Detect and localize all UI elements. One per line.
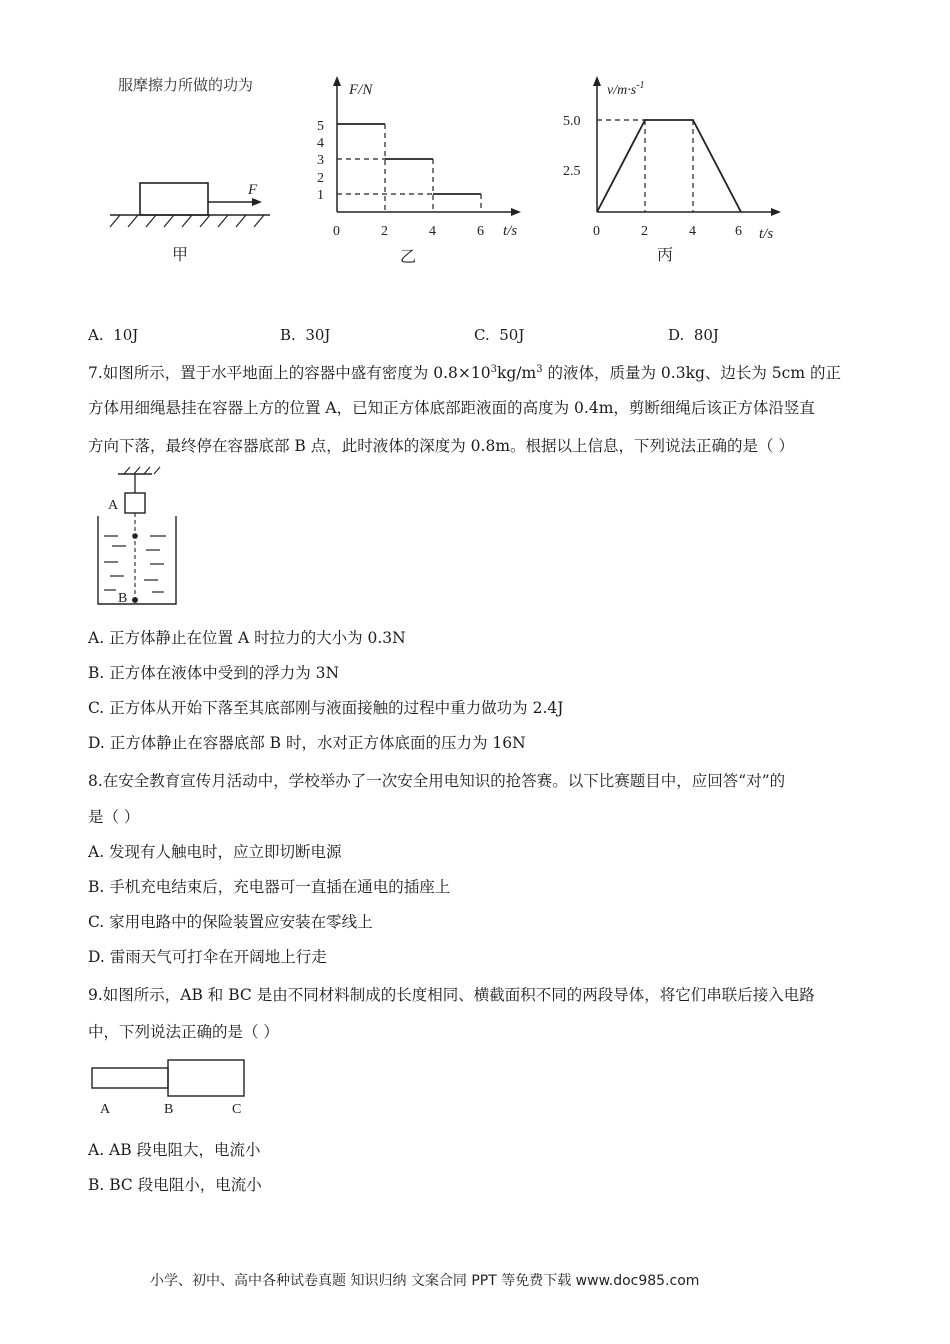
y-tick-4: 4 <box>317 136 324 151</box>
q9-option-b: B. BC 段电阻小，电流小 <box>88 1176 262 1194</box>
block <box>140 183 208 215</box>
q7-option-b: B. 正方体在液体中受到的浮力为 3N <box>88 664 340 682</box>
q8-stem-line2: 是（ ） <box>88 808 140 826</box>
q6-option-a: A. 10J <box>88 326 139 344</box>
x-tick-4: 4 <box>689 224 696 239</box>
y-axis-label: F/N <box>349 82 373 98</box>
dashed-guides <box>337 124 481 212</box>
q9-option-a: A. AB 段电阻大，电流小 <box>88 1141 261 1159</box>
y-tick-2: 2 <box>317 171 324 186</box>
q7-stem-line1: 7.如图所示，置于水平地面上的容器中盛有密度为 $0.8\times 10^3kg/m^3$ 的液体，质量为 0.3kg、边长为 5cm 的正 <box>88 364 841 383</box>
figure-yi-force-time <box>305 72 530 272</box>
q9-stem-line2: 中，下列说法正确的是（ ） <box>88 1023 279 1041</box>
y-axis-label: $v/m\cdot s^{-1}$ <box>607 80 645 98</box>
x-tick-6: 6 <box>477 224 484 239</box>
q7-option-d: D. 正方体静止在容器底部 B 时，水对正方体底面的压力为 16N <box>88 734 526 752</box>
figure-jia <box>100 170 280 270</box>
cube <box>125 493 145 513</box>
figure-caption: 服摩擦力所做的功为 <box>118 76 254 94</box>
y-tick-5: 5 <box>317 119 324 134</box>
figure-name-yi: 乙 <box>400 249 417 266</box>
q6-option-b: B. 30J <box>280 326 331 344</box>
page-footer: 小学、初中、高中各种试卷真题 知识归纳 文案合同 PPT 等免费下载 www.doc985.com <box>150 1273 700 1289</box>
q6-option-c: C. 50J <box>474 326 525 344</box>
q8-option-b: B. 手机充电结束后，充电器可一直插在通电的插座上 <box>88 878 451 896</box>
q8-option-c: C. 家用电路中的保险装置应安装在零线上 <box>88 913 373 931</box>
label-a: A <box>100 1102 111 1117</box>
label-b: B <box>164 1102 174 1117</box>
y-tick-5.0: 5.0 <box>563 114 581 129</box>
figure-name-jia: 甲 <box>172 247 189 264</box>
x-tick-4: 4 <box>429 224 436 239</box>
label-c: C <box>232 1102 242 1117</box>
q6-option-d: D. 80J <box>668 326 719 344</box>
q7-stem-line2: 方体用细绳悬挂在容器上方的位置 A，已知正方体底部距液面的高度为 0.4m，剪断细绳后该正方体沿竖直 <box>88 399 815 417</box>
conductor-bc <box>168 1060 244 1096</box>
x-tick-6: 6 <box>735 224 742 239</box>
x-tick-2: 2 <box>641 224 648 239</box>
q8-option-a: A. 发现有人触电时，应立即切断电源 <box>88 843 342 861</box>
y-tick-2.5: 2.5 <box>563 164 581 179</box>
x-axis-label: t/s <box>503 223 518 239</box>
label-a: A <box>108 498 119 513</box>
y-tick-1: 1 <box>317 188 324 203</box>
q7-stem-line3: 方向下落，最终停在容器底部 B 点，此时液体的深度为 0.8m。根据以上信息，下列说法正确的是（ ） <box>88 437 794 455</box>
label-b: B <box>118 591 128 606</box>
figure-bing-velocity-time <box>555 72 795 272</box>
q9-stem-line1: 9.如图所示，AB 和 BC 是由不同材料制成的长度相同、横截面积不同的两段导体，将它们串联后接入电路 <box>88 986 815 1004</box>
q9-figure-conductors <box>88 1058 258 1120</box>
x-tick-2: 2 <box>381 224 388 239</box>
x-tick-0: 0 <box>333 224 340 239</box>
q7-figure-container <box>90 466 190 608</box>
x-axis-label: t/s <box>759 226 774 242</box>
container-walls <box>98 516 176 604</box>
force-label: F <box>248 182 258 198</box>
q7-option-c: C. 正方体从开始下落至其底部刚与液面接触的过程中重力做功为 2.4J <box>88 699 564 717</box>
force-arrowhead <box>252 198 262 206</box>
q8-option-d: D. 雷雨天气可打伞在开阔地上行走 <box>88 948 327 966</box>
x-tick-0: 0 <box>593 224 600 239</box>
figure-name-bing: 丙 <box>657 247 674 264</box>
point-b <box>132 597 138 603</box>
velocity-curve <box>597 120 741 212</box>
ground-hatch <box>110 215 264 227</box>
q7-option-a: A. 正方体静止在位置 A 时拉力的大小为 0.3N <box>88 629 406 647</box>
dashed-guides <box>597 120 693 212</box>
conductor-ab <box>92 1068 168 1088</box>
point-surface <box>132 533 138 539</box>
y-tick-3: 3 <box>317 153 324 168</box>
q8-stem-line1: 8.在安全教育宣传月活动中，学校举办了一次安全用电知识的抢答赛。以下比赛题目中，应回答“对”的 <box>88 772 786 790</box>
